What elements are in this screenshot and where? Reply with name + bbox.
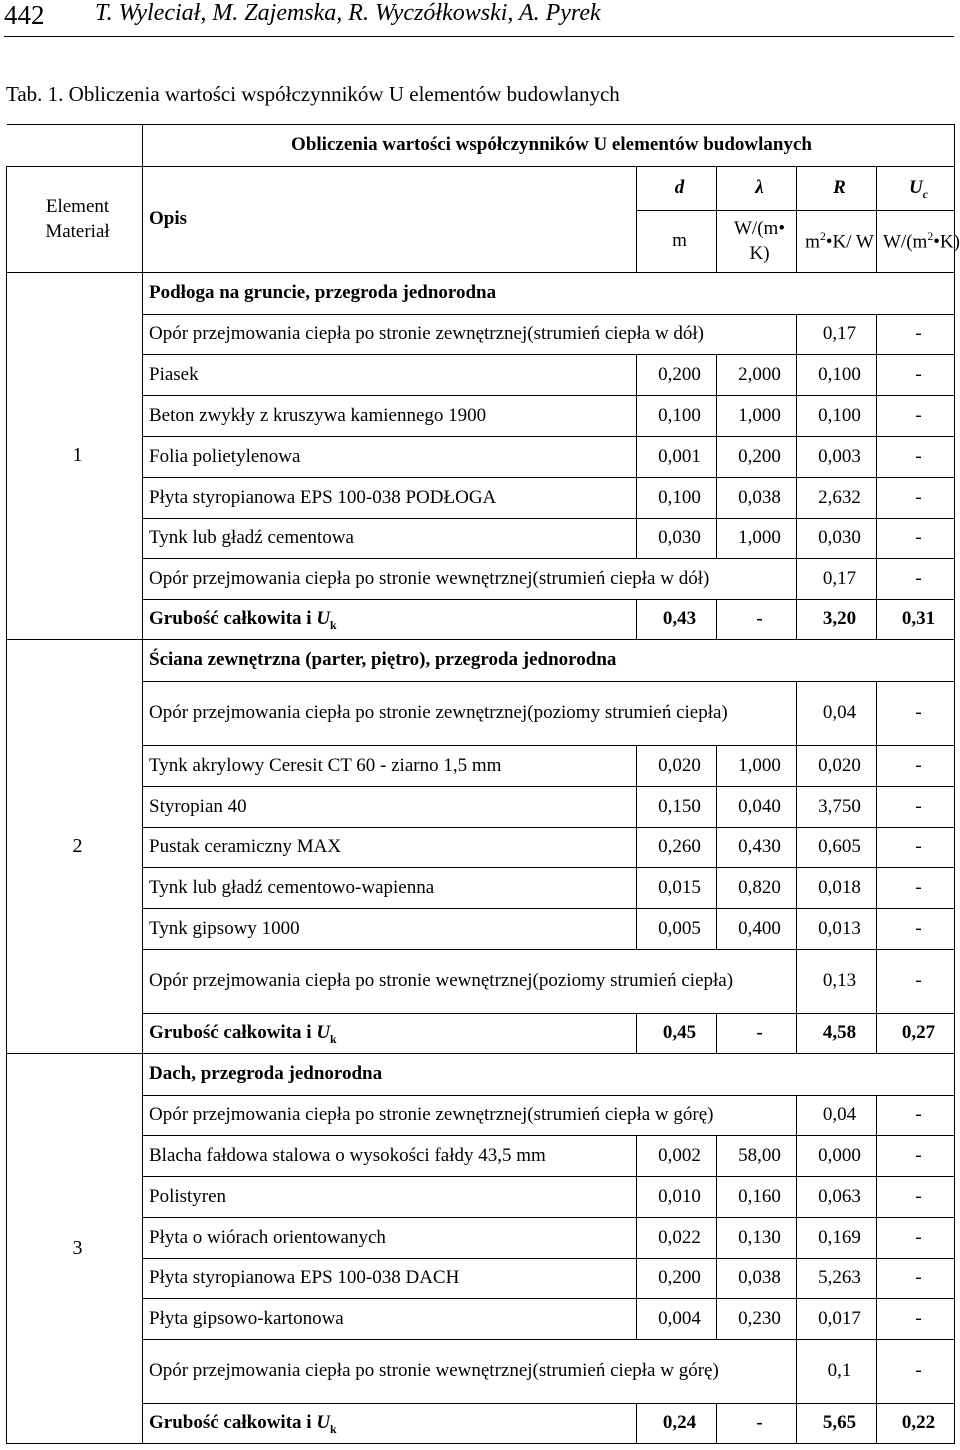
resistance-description: Opór przejmowania ciepła po stronie zewnętrznej(strumień ciepła w górę) (143, 1096, 797, 1136)
layer-row (7, 682, 955, 746)
layer-conductivity: 0,400 (717, 909, 797, 950)
layer-description: Folia polietylenowa (143, 437, 637, 478)
total-lambda: - (717, 1014, 797, 1054)
layer-conductivity: 1,000 (717, 519, 797, 559)
section-row (7, 273, 955, 315)
table-title: Obliczenia wartości współczynników U elementów budowlanych (143, 125, 955, 167)
col-uc-symbol (877, 167, 955, 211)
layer-description: Piasek (143, 355, 637, 396)
layer-resistance: 0,04 (797, 682, 877, 746)
layer-row (7, 355, 955, 396)
layer-row (7, 1136, 955, 1177)
layer-row (7, 868, 955, 909)
total-resistance: 5,65 (797, 1404, 877, 1444)
layer-conductivity: 1,000 (717, 746, 797, 787)
total-label-text: Grubość całkowita i (149, 1021, 317, 1043)
col-r-unit (797, 211, 877, 273)
layer-uc: - (877, 1136, 955, 1177)
resistance-description: Opór przejmowania ciepła po stronie wewnętrznej(strumień ciepła w górę) (143, 1340, 797, 1404)
layer-uc: - (877, 315, 955, 355)
layer-resistance: 5,263 (797, 1259, 877, 1299)
layer-thickness: 0,001 (637, 437, 717, 478)
r-unit-rest: •K/ W (825, 231, 874, 252)
total-row (7, 1404, 955, 1444)
layer-thickness: 0,260 (637, 828, 717, 868)
layer-uc: - (877, 1096, 955, 1136)
layer-row (7, 478, 955, 519)
total-u-symbol: U (316, 607, 331, 629)
layer-row (7, 1340, 955, 1404)
layer-uc: - (877, 909, 955, 950)
layer-resistance: 0,020 (797, 746, 877, 787)
layer-thickness: 0,022 (637, 1218, 717, 1259)
total-resistance: 3,20 (797, 600, 877, 640)
layer-description: Płyta o wiórach orientowanych (143, 1218, 637, 1259)
element-number: 3 (7, 1054, 143, 1444)
layer-resistance: 0,063 (797, 1177, 877, 1218)
layer-description: Tynk gipsowy 1000 (143, 909, 637, 950)
layer-resistance: 0,100 (797, 396, 877, 437)
total-label (143, 1014, 637, 1054)
layer-uc: - (877, 559, 955, 600)
layer-uc: - (877, 828, 955, 868)
element-number: 2 (7, 640, 143, 1054)
layer-description: Płyta styropianowa EPS 100-038 DACH (143, 1259, 637, 1299)
layer-conductivity: 58,00 (717, 1136, 797, 1177)
total-u-value: 0,22 (877, 1404, 955, 1444)
total-u-symbol: U (316, 1021, 331, 1043)
layer-row (7, 1218, 955, 1259)
layer-row (7, 950, 955, 1014)
layer-row (7, 828, 955, 868)
layer-row (7, 909, 955, 950)
layer-uc: - (877, 868, 955, 909)
r-unit-sup: 2 (819, 229, 826, 243)
layer-thickness: 0,030 (637, 519, 717, 559)
section-row (7, 640, 955, 682)
layer-conductivity: 2,000 (717, 355, 797, 396)
layer-uc: - (877, 437, 955, 478)
table-caption: Tab. 1. Obliczenia wartości współczynników U elementów budowlanych (6, 82, 620, 106)
total-thickness: 0,45 (637, 1014, 717, 1054)
total-lambda: - (717, 1404, 797, 1444)
layer-thickness: 0,015 (637, 868, 717, 909)
table-title-row (7, 125, 955, 167)
total-label-text: Grubość całkowita i (149, 1411, 317, 1433)
layer-conductivity: 1,000 (717, 396, 797, 437)
layer-thickness: 0,100 (637, 478, 717, 519)
total-thickness: 0,43 (637, 600, 717, 640)
layer-resistance: 0,17 (797, 315, 877, 355)
layer-description: Beton zwykły z kruszywa kamiennego 1900 (143, 396, 637, 437)
uc-symbol-main: U (909, 176, 923, 198)
layer-uc: - (877, 950, 955, 1014)
total-u-sub: k (330, 1032, 337, 1046)
layer-uc: - (877, 396, 955, 437)
layer-resistance: 0,013 (797, 909, 877, 950)
layer-thickness: 0,010 (637, 1177, 717, 1218)
layer-description: Tynk lub gładź cementowo-wapienna (143, 868, 637, 909)
layer-resistance: 0,017 (797, 1299, 877, 1340)
layer-uc: - (877, 1340, 955, 1404)
layer-row (7, 1259, 955, 1299)
layer-uc: - (877, 682, 955, 746)
col-element-header: Element Materiał (7, 167, 143, 273)
layer-conductivity: 0,130 (717, 1218, 797, 1259)
resistance-description: Opór przejmowania ciepła po stronie zewnętrznej(strumień ciepła w dół) (143, 315, 797, 355)
layer-row (7, 396, 955, 437)
col-uc-unit (877, 211, 960, 273)
layer-resistance: 0,003 (797, 437, 877, 478)
section-title: Ściana zewnętrzna (parter, piętro), przegroda jednorodna (143, 640, 955, 682)
layer-row (7, 437, 955, 478)
r-unit-base: m (805, 231, 820, 252)
layer-resistance: 0,169 (797, 1218, 877, 1259)
layer-uc: - (877, 787, 955, 828)
layer-conductivity: 0,200 (717, 437, 797, 478)
header-rule (4, 36, 954, 37)
layer-conductivity: 0,038 (717, 478, 797, 519)
element-number: 1 (7, 273, 143, 640)
layer-description: Tynk akrylowy Ceresit CT 60 - ziarno 1,5 mm (143, 746, 637, 787)
uc-unit-sup: 2 (927, 229, 934, 243)
layer-thickness: 0,200 (637, 1259, 717, 1299)
layer-uc: - (877, 1259, 955, 1299)
layer-conductivity: 0,230 (717, 1299, 797, 1340)
uc-symbol-sub: c (922, 187, 928, 201)
layer-description: Blacha fałdowa stalowa o wysokości fałdy 43,5 mm (143, 1136, 637, 1177)
layer-row (7, 519, 955, 559)
col-lambda-unit: W/(m• K) (717, 211, 797, 273)
total-label (143, 1404, 637, 1444)
layer-uc: - (877, 1177, 955, 1218)
col-lambda-symbol: λ (717, 167, 797, 211)
page-number: 442 (4, 0, 45, 30)
layer-conductivity: 0,430 (717, 828, 797, 868)
header-symbols-row (7, 167, 955, 211)
layer-thickness: 0,200 (637, 355, 717, 396)
total-u-value: 0,27 (877, 1014, 955, 1054)
layer-uc: - (877, 478, 955, 519)
total-row (7, 1014, 955, 1054)
layer-conductivity: 0,820 (717, 868, 797, 909)
layer-resistance: 0,13 (797, 950, 877, 1014)
layer-description: Tynk lub gładź cementowa (143, 519, 637, 559)
layer-row (7, 315, 955, 355)
layer-uc: - (877, 746, 955, 787)
layer-resistance: 0,1 (797, 1340, 877, 1404)
col-d-unit: m (637, 211, 717, 273)
layer-uc: - (877, 1218, 955, 1259)
resistance-description: Opór przejmowania ciepła po stronie wewnętrznej(poziomy strumień ciepła) (143, 950, 797, 1014)
total-label-text: Grubość całkowita i (149, 607, 317, 629)
col-opis-header: Opis (143, 167, 637, 273)
layer-resistance: 0,100 (797, 355, 877, 396)
page-header (0, 0, 960, 36)
section-title: Podłoga na gruncie, przegroda jednorodna (143, 273, 955, 315)
layer-uc: - (877, 1299, 955, 1340)
layer-description: Płyta styropianowa EPS 100-038 PODŁOGA (143, 478, 637, 519)
total-u-value: 0,31 (877, 600, 955, 640)
layer-description: Styropian 40 (143, 787, 637, 828)
total-resistance: 4,58 (797, 1014, 877, 1054)
uc-unit-base: W/(m (883, 231, 928, 252)
col-r-symbol: R (797, 167, 877, 211)
layer-thickness: 0,005 (637, 909, 717, 950)
layer-row (7, 1299, 955, 1340)
total-label (143, 600, 637, 640)
layer-row (7, 746, 955, 787)
total-row (7, 600, 955, 640)
layer-description: Płyta gipsowo-kartonowa (143, 1299, 637, 1340)
layer-uc: - (877, 355, 955, 396)
layer-thickness: 0,150 (637, 787, 717, 828)
layer-thickness: 0,020 (637, 746, 717, 787)
layer-thickness: 0,100 (637, 396, 717, 437)
total-lambda: - (717, 600, 797, 640)
u-values-table (6, 124, 960, 1444)
uc-unit-rest: •K) (933, 231, 960, 252)
layer-resistance: 2,632 (797, 478, 877, 519)
layer-thickness: 0,002 (637, 1136, 717, 1177)
layer-conductivity: 0,038 (717, 1259, 797, 1299)
layer-resistance: 0,030 (797, 519, 877, 559)
layer-uc: - (877, 519, 955, 559)
layer-resistance: 0,000 (797, 1136, 877, 1177)
layer-conductivity: 0,160 (717, 1177, 797, 1218)
resistance-description: Opór przejmowania ciepła po stronie zewnętrznej(poziomy strumień ciepła) (143, 682, 797, 746)
layer-row (7, 1177, 955, 1218)
layer-row (7, 787, 955, 828)
layer-resistance: 0,04 (797, 1096, 877, 1136)
layer-resistance: 0,605 (797, 828, 877, 868)
section-title: Dach, przegroda jednorodna (143, 1054, 955, 1096)
layer-resistance: 0,17 (797, 559, 877, 600)
col-d-symbol: d (637, 167, 717, 211)
total-thickness: 0,24 (637, 1404, 717, 1444)
total-u-sub: k (330, 618, 337, 632)
total-u-symbol: U (316, 1411, 331, 1433)
layer-row (7, 559, 955, 600)
resistance-description: Opór przejmowania ciepła po stronie wewnętrznej(strumień ciepła w dół) (143, 559, 797, 600)
layer-thickness: 0,004 (637, 1299, 717, 1340)
total-u-sub: k (330, 1422, 337, 1436)
layer-row (7, 1096, 955, 1136)
layer-conductivity: 0,040 (717, 787, 797, 828)
layer-description: Pustak ceramiczny MAX (143, 828, 637, 868)
layer-resistance: 3,750 (797, 787, 877, 828)
section-row (7, 1054, 955, 1096)
layer-description: Polistyren (143, 1177, 637, 1218)
page-authors: T. Wyleciał, M. Zajemska, R. Wyczółkowski, A. Pyrek (95, 0, 601, 26)
layer-resistance: 0,018 (797, 868, 877, 909)
